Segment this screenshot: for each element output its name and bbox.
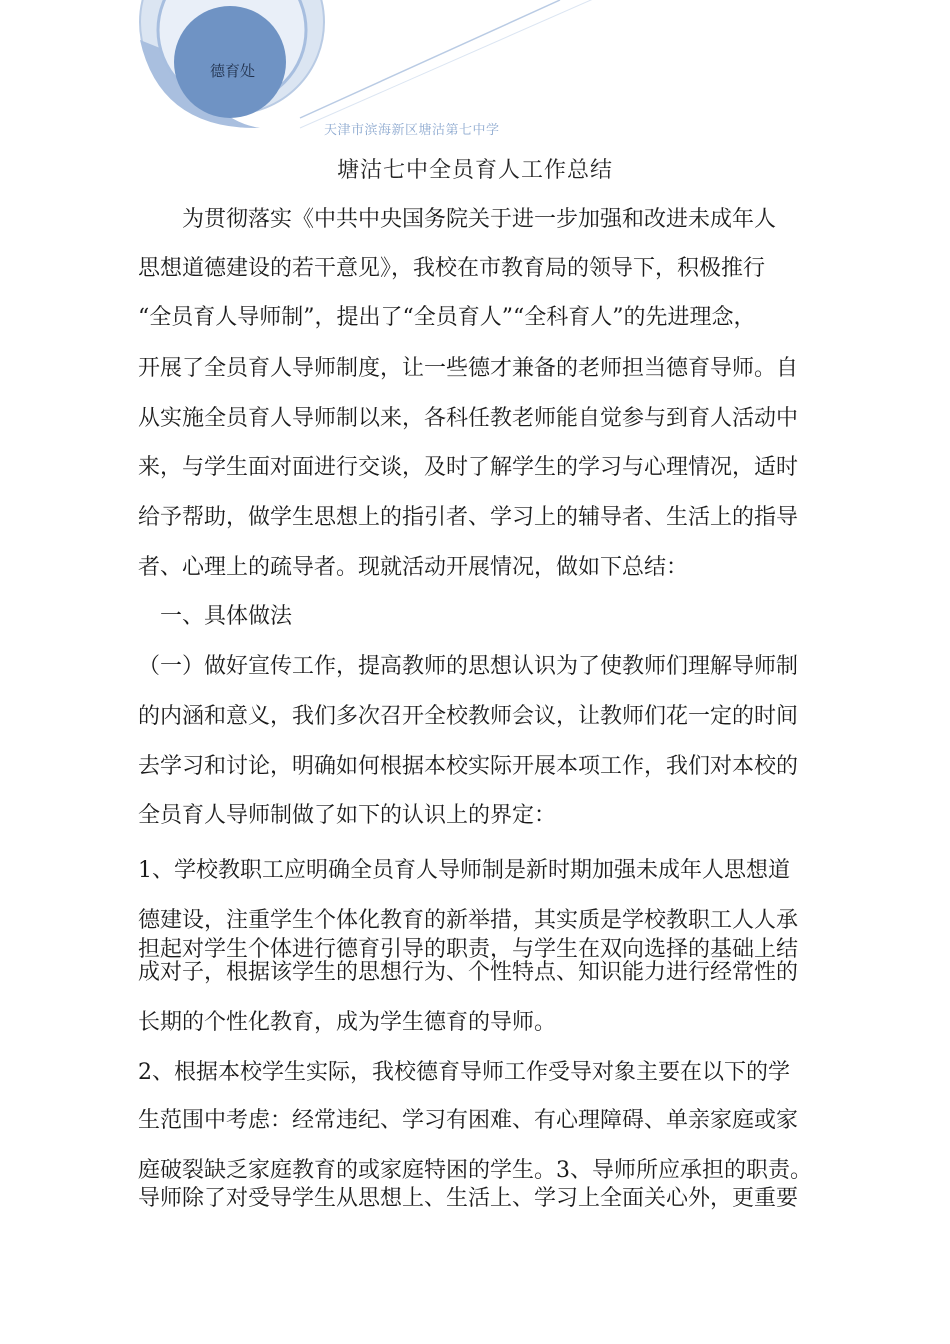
body-line: 思想道德建设的若干意见》，我校在市教育局的领导下，积极推行	[138, 256, 766, 281]
body-line: 长期的个性化教育，成为学生德育的导师。	[138, 1010, 557, 1035]
body-line: 的内涵和意义，我们多次召开全校教师会议，让教师们花一定的时间	[138, 704, 799, 729]
body-line: 者、心理上的疏导者。现就活动开展情况，做如下总结：	[138, 555, 689, 580]
body-line: “全员育人导师制”，提出了“全员育人”“全科育人”的先进理念，	[138, 305, 756, 330]
body-line: 德建设，注重学生个体化教育的新举措，其实质是学校教职工人人承	[138, 908, 799, 933]
header-decoration	[0, 0, 600, 150]
body-line: （一）做好宣传工作，提高教师的思想认识为了使教师们理解导师制	[138, 654, 799, 679]
body-line: 庭破裂缺乏家庭教育的或家庭特困的学生。3、导师所应承担的职责。	[138, 1158, 812, 1183]
body-line: 1、学校教职工应明确全员育人导师制是新时期加强未成年人思想道	[138, 858, 790, 883]
body-line: 去学习和讨论，明确如何根据本校实际开展本项工作，我们对本校的	[138, 754, 799, 779]
body-line: 一、具体做法	[138, 604, 293, 629]
body-line: 成对子，根据该学生的思想行为、个性特点、知识能力进行经常性的	[138, 960, 799, 985]
body-line: 担起对学生个体进行德育引导的职责，与学生在双向选择的基础上结	[138, 937, 799, 962]
body-line: 开展了全员育人导师制度，让一些德才兼备的老师担当德育导师。自	[138, 356, 799, 381]
department-label: 德育处	[210, 62, 256, 80]
document-title: 塘沽七中全员育人工作总结	[336, 158, 613, 183]
body-line: 来，与学生面对面进行交谈，及时了解学生的学习与心理情况，适时	[138, 455, 799, 480]
body-line: 导师除了对受导学生从思想上、生活上、学习上全面关心外，更重要	[138, 1186, 799, 1211]
body-line: 2、根据本校学生实际，我校德育导师工作受导对象主要在以下的学	[138, 1060, 790, 1085]
diagonal-line	[300, 0, 560, 118]
school-name: 天津市滨海新区塘沽第七中学	[324, 123, 500, 138]
body-line: 生范围中考虑：经常违纪、学习有困难、有心理障碍、单亲家庭或家	[138, 1108, 799, 1133]
body-line: 从实施全员育人导师制以来，各科任教老师能自觉参与到育人活动中	[138, 406, 799, 431]
body-line: 给予帮助，做学生思想上的指引者、学习上的辅导者、生活上的指导	[138, 505, 799, 530]
body-line: 全员育人导师制做了如下的认识上的界定：	[138, 803, 557, 828]
body-line: 为贯彻落实《中共中央国务院关于进一步加强和改进未成年人	[138, 207, 777, 232]
